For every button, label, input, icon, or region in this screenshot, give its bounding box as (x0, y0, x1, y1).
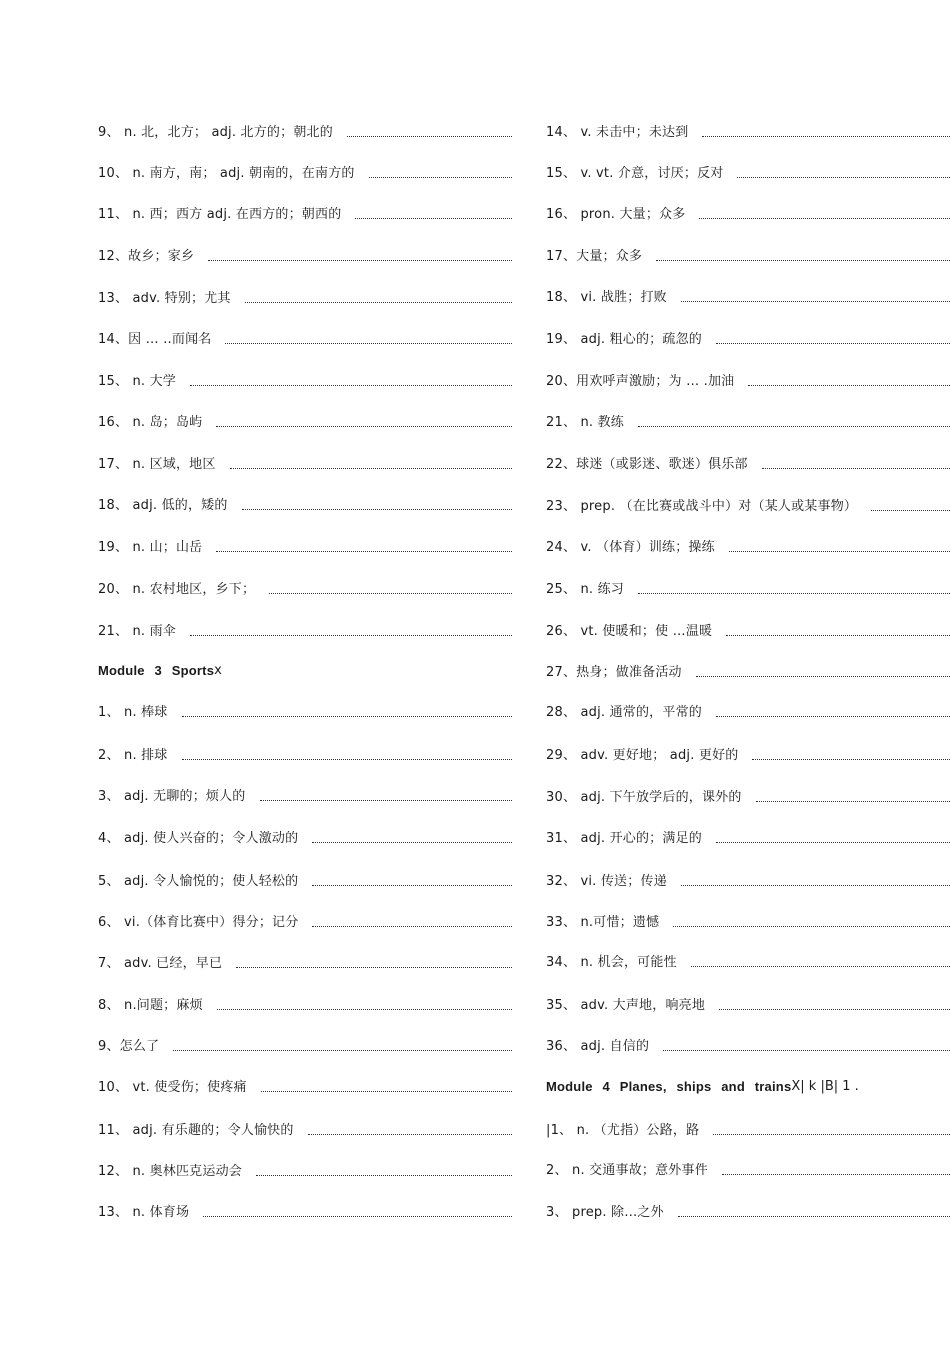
answer-blank-line[interactable] (269, 593, 512, 594)
vocab-item (98, 1034, 512, 1054)
vocab-item (98, 1075, 512, 1095)
answer-blank-line[interactable] (702, 136, 950, 137)
vocab-definition: 29、 adv. 更好地； adj. 更好的 (546, 747, 739, 763)
vocab-item (546, 1034, 950, 1054)
answer-blank-line[interactable] (716, 343, 950, 344)
vocab-definition: 16、 n. 岛；岛屿 (98, 414, 203, 430)
vocab-item (546, 369, 950, 389)
vocab-item (546, 577, 950, 597)
vocab-item (546, 327, 950, 347)
vocab-item (98, 120, 512, 140)
vocab-item (98, 161, 512, 181)
vocab-definition: 11、 adj. 有乐趣的；令人愉快的 (98, 1122, 294, 1138)
vocab-item (98, 619, 512, 639)
vocab-definition: 9、怎么了 (98, 1038, 160, 1054)
vocab-item (546, 910, 950, 930)
answer-blank-line[interactable] (656, 260, 950, 261)
answer-blank-line[interactable] (256, 1175, 512, 1176)
vocab-item (546, 535, 950, 555)
vocab-item (98, 784, 512, 804)
vocab-definition: 19、 n. 山；山岳 (98, 539, 203, 555)
answer-blank-line[interactable] (308, 1134, 512, 1135)
vocab-definition: 1、 n. 棒球 (98, 704, 168, 720)
answer-blank-line[interactable] (245, 302, 512, 303)
module-heading (98, 660, 512, 680)
answer-blank-line[interactable] (762, 468, 950, 469)
vocab-definition: 35、 adv. 大声地，响亮地 (546, 997, 706, 1013)
answer-blank-line[interactable] (216, 426, 512, 427)
answer-blank-line[interactable] (225, 343, 512, 344)
answer-blank-line[interactable] (216, 551, 512, 552)
vocab-definition: 30、 adj. 下午放学后的，课外的 (546, 789, 742, 805)
vocab-item (98, 993, 512, 1013)
vocab-definition: 3、 prep. 除…之外 (546, 1204, 664, 1220)
vocab-definition: 18、 adj. 低的，矮的 (98, 497, 228, 513)
vocab-item (98, 743, 512, 763)
vocab-item (546, 660, 950, 680)
vocab-definition: 25、 n. 练习 (546, 581, 624, 597)
vocab-definition: 7、 adv. 已经，早已 (98, 955, 223, 971)
vocab-item (98, 369, 512, 389)
answer-blank-line[interactable] (312, 926, 512, 927)
answer-blank-line[interactable] (729, 551, 950, 552)
vocab-item (546, 700, 950, 720)
answer-blank-line[interactable] (681, 885, 950, 886)
vocab-item (546, 410, 950, 430)
answer-blank-line[interactable] (726, 635, 950, 636)
vocab-item (546, 619, 950, 639)
answer-blank-line[interactable] (312, 885, 512, 886)
vocab-definition: 26、 vt. 使暖和；使 …温暖 (546, 623, 713, 639)
vocab-definition: 34、 n. 机会，可能性 (546, 954, 677, 970)
answer-blank-line[interactable] (236, 967, 512, 968)
vocab-definition: 17、大量；众多 (546, 248, 643, 264)
vocab-item (546, 1200, 950, 1220)
vocab-definition: 24、 v. （体育）训练；操练 (546, 539, 715, 555)
answer-blank-line[interactable] (638, 426, 950, 427)
vocab-definition: 20、 n. 农村地区，乡下； (98, 581, 256, 597)
answer-blank-line[interactable] (182, 716, 512, 717)
vocab-definition: 22、球迷（或影迷、歌迷）俱乐部 (546, 456, 748, 472)
vocab-definition: 33、 n.可惜；遗憾 (546, 914, 660, 930)
answer-blank-line[interactable] (190, 385, 512, 386)
answer-blank-line[interactable] (737, 177, 950, 178)
vocab-definition: 19、 adj. 粗心的；疏忽的 (546, 331, 702, 347)
vocab-definition: 4、 adj. 使人兴奋的；令人激动的 (98, 830, 299, 846)
answer-blank-line[interactable] (355, 218, 512, 219)
vocab-definition: 14、因 … ..而闻名 (98, 331, 212, 347)
vocab-definition: 20、用欢呼声激励；为 … .加油 (546, 373, 735, 389)
vocab-definition: 32、 vi. 传送；传递 (546, 873, 667, 889)
vocab-item (98, 1118, 512, 1138)
answer-blank-line[interactable] (203, 1216, 512, 1217)
answer-blank-line[interactable] (681, 301, 950, 302)
answer-blank-line[interactable] (312, 842, 512, 843)
vocab-definition: 28、 adj. 通常的，平常的 (546, 704, 702, 720)
answer-blank-line[interactable] (217, 1009, 512, 1010)
answer-blank-line[interactable] (752, 759, 950, 760)
vocab-item (98, 826, 512, 846)
vocab-item (546, 993, 950, 1013)
vocab-definition: 31、 adj. 开心的；满足的 (546, 830, 702, 846)
answer-blank-line[interactable] (242, 509, 512, 510)
vocab-item (98, 410, 512, 430)
vocab-item (546, 161, 950, 181)
vocab-definition: 10、 vt. 使受伤；使疼痛 (98, 1079, 247, 1095)
answer-blank-line[interactable] (638, 593, 950, 594)
answer-blank-line[interactable] (722, 1174, 950, 1175)
answer-blank-line[interactable] (190, 635, 512, 636)
vocab-definition: 18、 vi. 战胜；打败 (546, 289, 667, 305)
vocab-item (546, 743, 950, 763)
vocab-item (546, 452, 950, 472)
answer-blank-line[interactable] (713, 1134, 950, 1135)
vocab-definition: 13、 n. 体育场 (98, 1204, 190, 1220)
vocab-definition: 27、热身；做准备活动 (546, 664, 682, 680)
vocab-item (98, 452, 512, 472)
answer-blank-line[interactable] (369, 177, 512, 178)
heading-suffix: X| k |B| 1 . (791, 1078, 859, 1094)
answer-blank-line[interactable] (716, 716, 950, 717)
vocab-item (98, 951, 512, 971)
vocab-item (546, 244, 950, 264)
vocab-item (98, 869, 512, 889)
vocab-item (546, 494, 950, 514)
vocab-definition: 9、 n. 北，北方； adj. 北方的；朝北的 (98, 124, 333, 140)
vocab-definition: 2、 n. 交通事故；意外事件 (546, 1162, 708, 1178)
vocab-definition: 10、 n. 南方，南； adj. 朝南的，在南方的 (98, 165, 355, 181)
vocab-definition: 21、 n. 雨伞 (98, 623, 176, 639)
answer-blank-line[interactable] (699, 218, 950, 219)
answer-blank-line[interactable] (748, 385, 950, 386)
answer-blank-line[interactable] (260, 800, 513, 801)
answer-blank-line[interactable] (691, 966, 950, 967)
vocab-item (98, 202, 512, 222)
answer-blank-line[interactable] (678, 1216, 950, 1217)
vocab-definition: 5、 adj. 令人愉悦的；使人轻松的 (98, 873, 299, 889)
vocab-definition: 6、 vi.（体育比赛中）得分；记分 (98, 914, 299, 930)
vocab-item (546, 826, 950, 846)
vocab-definition: 3、 adj. 无聊的；烦人的 (98, 788, 246, 804)
vocab-item (546, 120, 950, 140)
vocab-item (98, 700, 512, 720)
answer-blank-line[interactable] (871, 510, 950, 511)
answer-blank-line[interactable] (261, 1091, 512, 1092)
vocab-item (98, 286, 512, 306)
vocab-definition: 15、 v. vt. 介意，讨厌；反对 (546, 165, 724, 181)
vocab-definition: 2、 n. 排球 (98, 747, 168, 763)
vocab-item (98, 327, 512, 347)
module-title: Module 3 Sports (98, 662, 215, 678)
heading-suffix: x (214, 662, 222, 678)
vocab-definition: |1、 n. （尤指）公路，路 (546, 1122, 700, 1138)
vocab-definition: 11、 n. 西；西方 adj. 在西方的；朝西的 (98, 206, 342, 222)
vocab-item (546, 785, 950, 805)
answer-blank-line[interactable] (719, 1009, 950, 1010)
answer-blank-line[interactable] (716, 842, 950, 843)
vocab-item (98, 1200, 512, 1220)
vocab-item (546, 1118, 950, 1138)
answer-blank-line[interactable] (208, 260, 512, 261)
vocab-definition: 36、 adj. 自信的 (546, 1038, 650, 1054)
vocab-item (98, 493, 512, 513)
vocab-item (98, 910, 512, 930)
answer-blank-line[interactable] (696, 676, 950, 677)
module-heading (546, 1076, 950, 1096)
vocab-item (546, 285, 950, 305)
answer-blank-line[interactable] (182, 759, 512, 760)
vocab-item (546, 950, 950, 970)
vocab-definition: 23、 prep. （在比赛或战斗中）对（某人或某事物） (546, 498, 858, 514)
vocab-definition: 14、 v. 未击中；未达到 (546, 124, 689, 140)
answer-blank-line[interactable] (673, 926, 950, 927)
answer-blank-line[interactable] (230, 468, 512, 469)
vocab-definition: 12、 n. 奥林匹克运动会 (98, 1163, 242, 1179)
vocab-item (98, 1159, 512, 1179)
vocab-definition: 17、 n. 区域，地区 (98, 456, 216, 472)
vocab-definition: 16、 pron. 大量；众多 (546, 206, 686, 222)
vocab-item (546, 869, 950, 889)
vocab-item (546, 202, 950, 222)
vocab-item (98, 244, 512, 264)
vocab-definition: 21、 n. 教练 (546, 414, 624, 430)
module-title: Module 4 Planes, ships and trains (546, 1078, 792, 1094)
vocab-item (546, 1158, 950, 1178)
answer-blank-line[interactable] (347, 136, 512, 137)
vocab-definition: 13、 adv. 特别；尤其 (98, 290, 231, 306)
vocab-item (98, 577, 512, 597)
vocab-definition: 12、故乡；家乡 (98, 248, 195, 264)
answer-blank-line[interactable] (173, 1050, 512, 1051)
vocab-item (98, 535, 512, 555)
vocab-definition: 8、 n.问题；麻烦 (98, 997, 203, 1013)
answer-blank-line[interactable] (756, 801, 950, 802)
answer-blank-line[interactable] (663, 1050, 950, 1051)
vocab-definition: 15、 n. 大学 (98, 373, 176, 389)
